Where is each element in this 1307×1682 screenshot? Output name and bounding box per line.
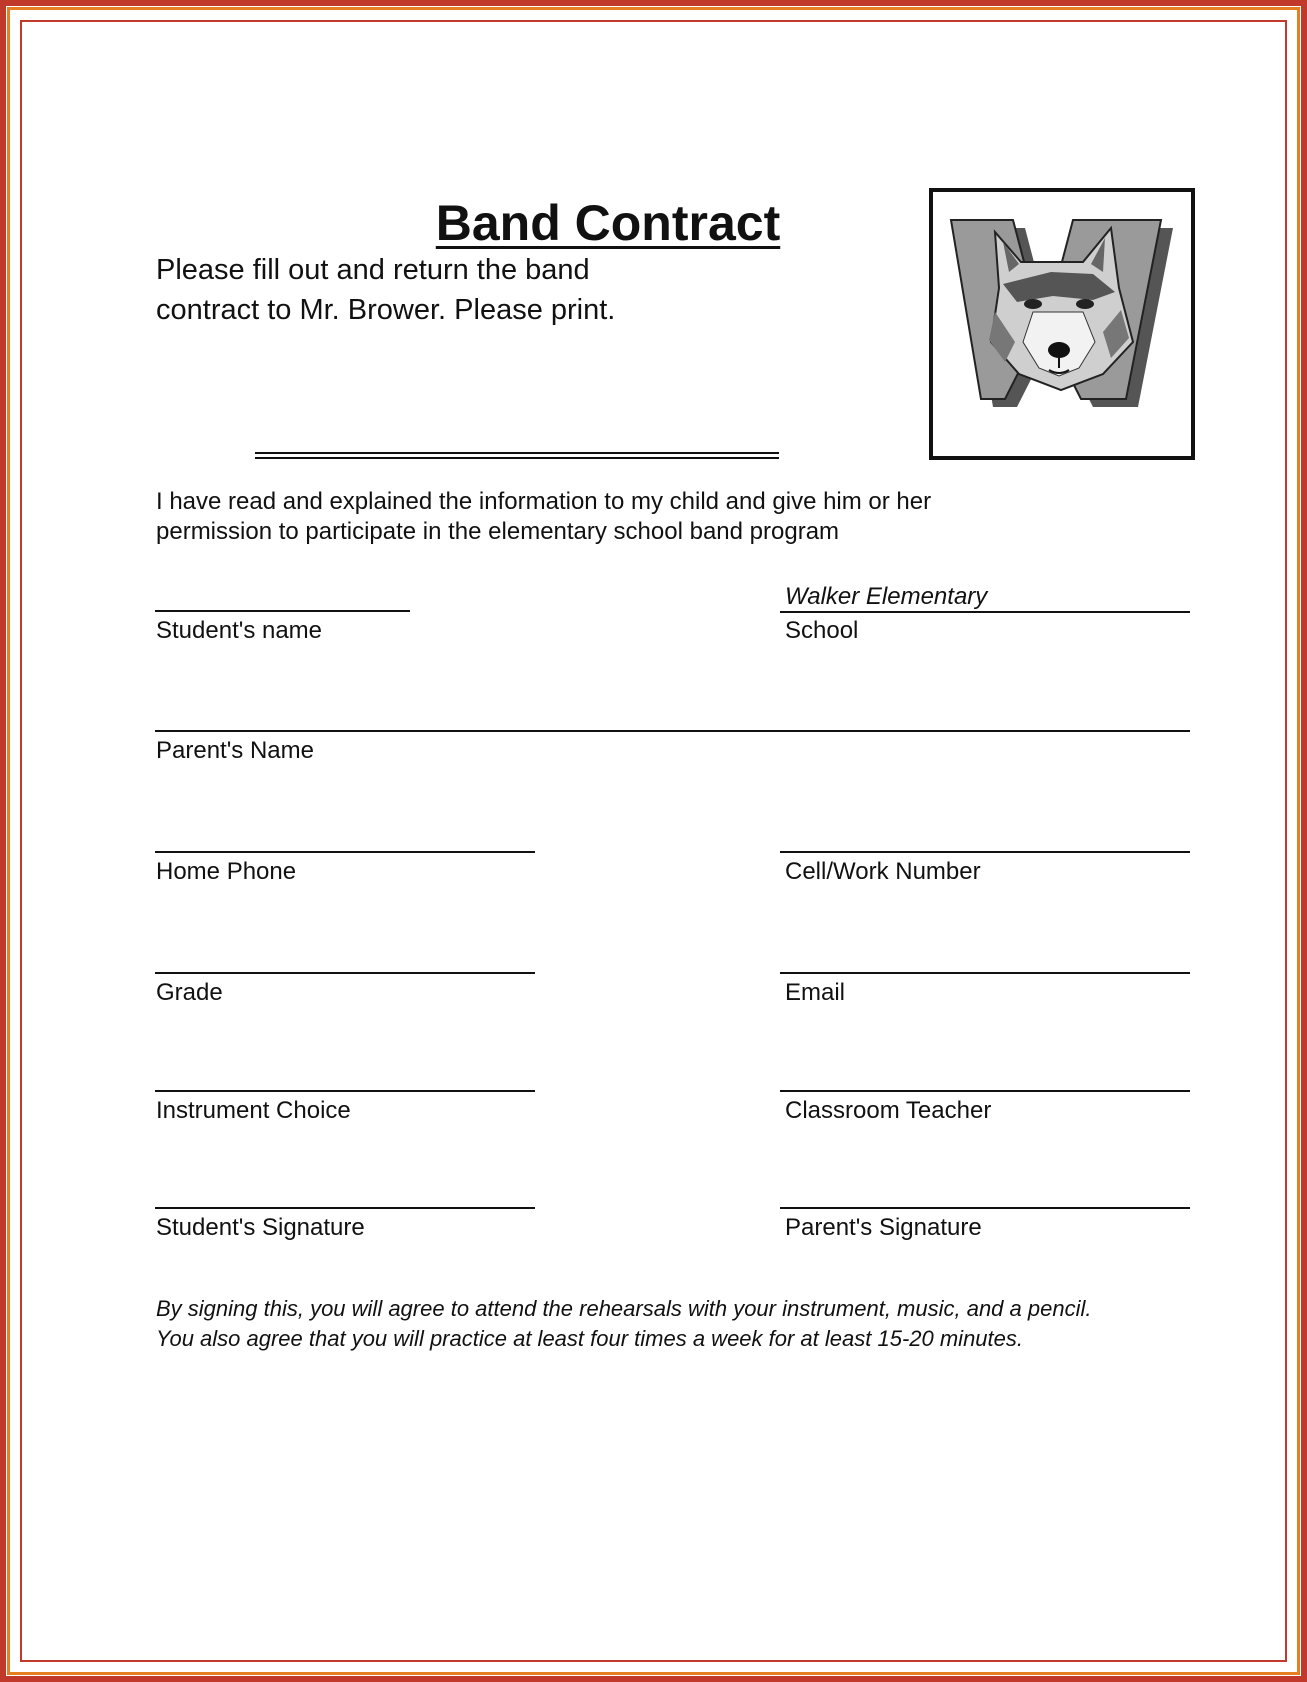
document-title: Band Contract: [435, 195, 781, 251]
document-page: [20, 20, 1287, 1662]
intro-line-1: Please fill out and return the band: [156, 254, 590, 286]
wolf-logo-icon: [933, 192, 1191, 456]
instrument-input[interactable]: [155, 1061, 535, 1089]
title-divider: [255, 452, 779, 459]
student-signature-input[interactable]: [155, 1178, 535, 1206]
email-label: Email: [785, 979, 846, 1006]
permission-line-1: I have read and explained the information to my child and give him or her: [156, 488, 932, 515]
instrument-label: Instrument Choice: [156, 1097, 351, 1124]
parent-name-label: Parent's Name: [156, 737, 314, 764]
student-name-label: Student's name: [156, 617, 323, 644]
parent-signature-label: Parent's Signature: [785, 1214, 982, 1241]
parent-name-line: [155, 730, 1190, 732]
classroom-teacher-label: Classroom Teacher: [785, 1097, 992, 1124]
student-name-line: [155, 610, 410, 612]
school-input[interactable]: Walker Elementary: [785, 583, 988, 610]
student-signature-label: Student's Signature: [156, 1214, 365, 1241]
email-line: [780, 972, 1190, 974]
grade-input[interactable]: [155, 943, 535, 971]
parent-signature-line: [780, 1207, 1190, 1209]
school-logo: [929, 188, 1195, 460]
footer-line-2: You also agree that you will practice at least four times a week for at least 15-20 minutes.: [156, 1326, 1024, 1351]
grade-label: Grade: [156, 979, 223, 1006]
student-name-input[interactable]: [155, 582, 410, 610]
instrument-line: [155, 1090, 535, 1092]
parent-name-input[interactable]: [155, 700, 1185, 728]
school-line: [780, 611, 1190, 613]
student-signature-line: [155, 1207, 535, 1209]
cell-work-line: [780, 851, 1190, 853]
parent-signature-input[interactable]: [785, 1178, 1185, 1206]
cell-work-input[interactable]: [785, 822, 1185, 850]
permission-statement: [156, 487, 931, 547]
agreement-footer: [156, 1294, 1091, 1354]
home-phone-label: Home Phone: [156, 858, 297, 885]
intro-text: [156, 250, 615, 330]
email-input[interactable]: [785, 943, 1185, 971]
footer-line-1: By signing this, you will agree to attend the rehearsals with your instrument, music, and a pencil.: [156, 1296, 1092, 1321]
permission-line-2: permission to participate in the elementary school band program: [156, 518, 840, 545]
grade-line: [155, 972, 535, 974]
school-label: School: [785, 617, 859, 644]
classroom-teacher-line: [780, 1090, 1190, 1092]
home-phone-input[interactable]: [155, 822, 535, 850]
classroom-teacher-input[interactable]: [785, 1061, 1185, 1089]
cell-work-label: Cell/Work Number: [785, 858, 981, 885]
intro-line-2: contract to Mr. Brower. Please print.: [156, 294, 616, 326]
home-phone-line: [155, 851, 535, 853]
